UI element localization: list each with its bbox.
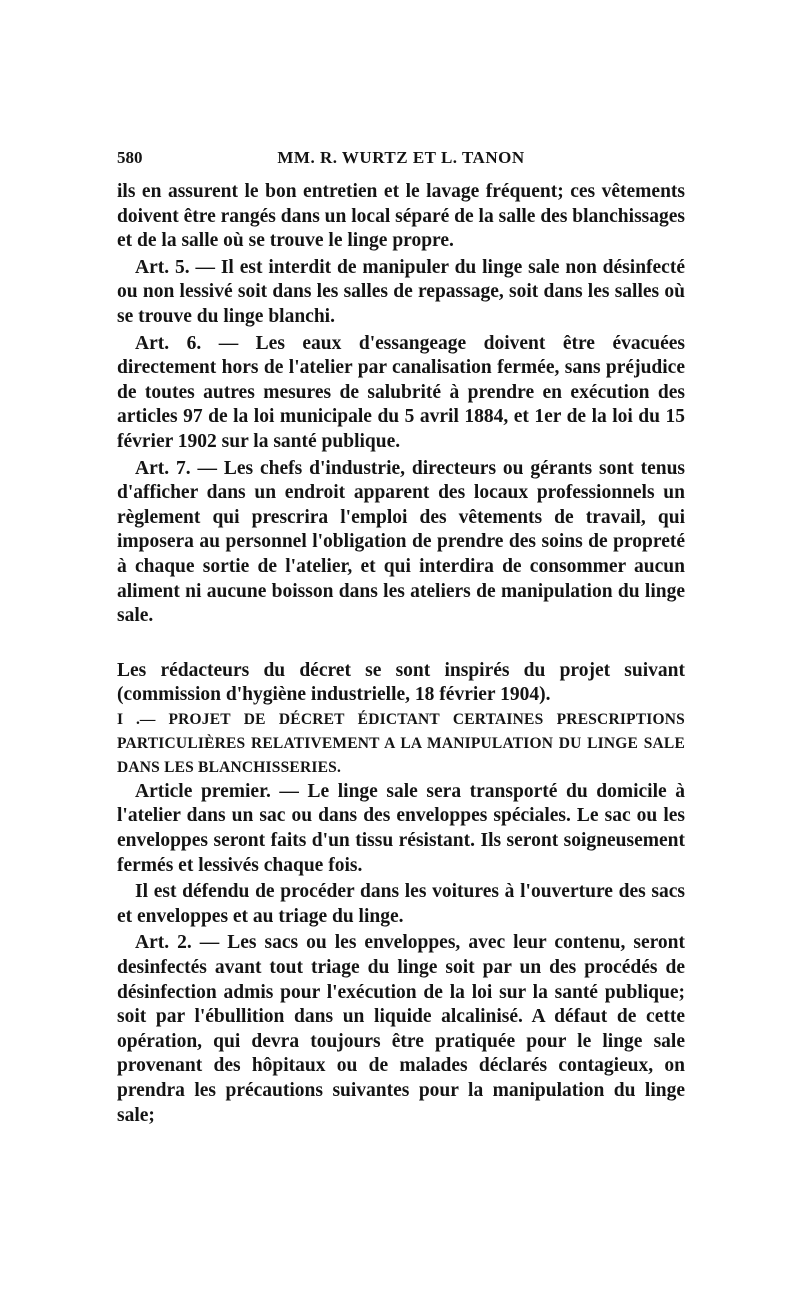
page-number: 580 <box>117 148 143 167</box>
paragraph-art5: Art. 5. — Il est interdit de manipuler du linge sale non désinfecté ou non lessivé soit dans les salles de repassage, soit dans les salles où se trouve du linge blanchi. <box>117 256 685 327</box>
paragraph-defendu: Il est défendu de procéder dans les voitures à l'ouverture des sacs et enveloppes et au triage du linge. <box>117 881 685 927</box>
paragraph-art2: Art. 2. — Les sacs ou les enveloppes, avec leur contenu, seront desinfectés avant tout triage du linge soit par un des procédés de désinfection admis pour l'exécution de la loi sur la santé publique; soit par l'ébullition dans un liquide alcalinisé. A défaut de cette opération, qui devra toujours être pratiquée pour le linge sale provenant des hôpitaux ou de malades déclarés contagieux, on prendra les précautions suivantes pour la manipulation du linge sale; <box>117 932 685 1126</box>
paragraph-art7: Art. 7. — Les chefs d'industrie, directeurs ou gérants sont tenus d'afficher dans un endroit apparent des locaux professionnels un règlement qui prescrira l'emploi des vêtements de travail, qui imposera au personnel l'obligation de prendre des soins de propreté à chaque sortie de l'atelier, et qui interdira de consommer aucun aliment ni aucune boisson dans les ateliers de manipulation du linge sale. <box>117 457 685 627</box>
running-head: MM. R. WURTZ ET L. TANON <box>277 148 525 167</box>
page-header <box>117 148 685 172</box>
section-numeral: I .— <box>117 710 169 728</box>
section-title: PROJET DE DÉCRET ÉDICTANT CERTAINES PRESCRIPTIONS PARTICULIÈRES RELATIVEMENT A LA MANIPULATION DU LINGE SALE DANS LES BLANCHISSERIES. <box>117 710 685 776</box>
paragraph-continuation: ils en assurent le bon entretien et le lavage fréquent; ces vêtements doivent être rangés dans un local séparé de la salle des blanchissages et de la salle où se trouve le linge propre. <box>117 181 685 252</box>
body-text <box>117 180 685 1128</box>
paragraph-art6: Art. 6. — Les eaux d'essangeage doivent être évacuées directement hors de l'atelier par canalisation fermée, sans préjudice de toutes autres mesures de salubrité à prendre en exécution des articles 97 de la loi municipale du 5 avril 1884, et 1er de la loi du 15 février 1902 sur la santé publique. <box>117 332 685 452</box>
paragraph-intro: Les rédacteurs du décret se sont inspirés du projet suivant (commission d'hygiène industrielle, 18 février 1904). <box>117 659 685 706</box>
section-heading <box>117 708 685 780</box>
paragraph-article1: Article premier. — Le linge sale sera transporté du domicile à l'atelier dans un sac ou dans des enveloppes spéciales. Le sac ou les enveloppes seront faits d'un tissu résistant. Ils seront soigneusement fermés et lessivés chaque fois. <box>117 780 685 876</box>
